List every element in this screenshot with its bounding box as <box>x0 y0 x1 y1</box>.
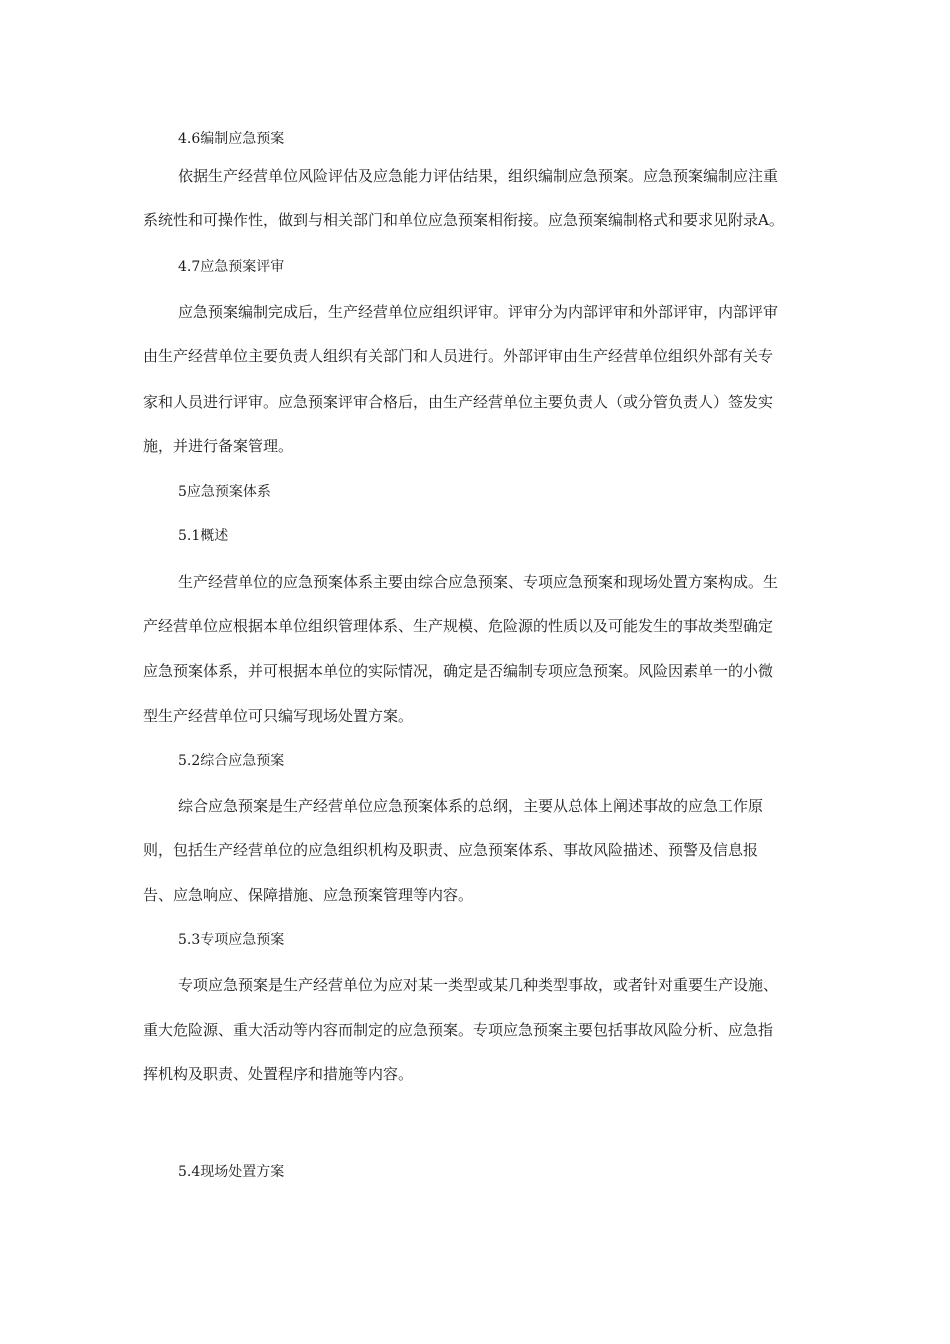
paragraph-line: 型生产经营单位可只编写现场处置方案。 <box>143 707 414 725</box>
section-heading-4-7: 4.7应急预案评审 <box>178 259 285 275</box>
paragraph-line: 应急预案体系，并可根据本单位的实际情况，确定是否编制专项应急预案。风险因素单一的小微 <box>143 662 774 680</box>
section-heading-5-2: 5.2综合应急预案 <box>178 753 285 769</box>
section-heading-4-6: 4.6编制应急预案 <box>178 131 285 147</box>
paragraph-line: 生产经营单位的应急预案体系主要由综合应急预案、专项应急预案和现场处置方案构成。生 <box>178 573 779 591</box>
section-heading-5-4: 5.4现场处置方案 <box>178 1164 285 1180</box>
paragraph-line: 专项应急预案是生产经营单位为应对某一类型或某几种类型事故，或者针对重要生产设施、 <box>178 976 779 994</box>
paragraph-line: 重大危险源、重大活动等内容而制定的应急预案。专项应急预案主要包括事故风险分析、应急指 <box>143 1021 774 1039</box>
paragraph-line: 家和人员进行评审。应急预案评审合格后，由生产经营单位主要负责人（或分管负责人）签发实 <box>143 393 774 411</box>
paragraph-line: 挥机构及职责、处置程序和措施等内容。 <box>143 1065 414 1083</box>
paragraph-line: 应急预案编制完成后，生产经营单位应组织评审。评审分为内部评审和外部评审，内部评审 <box>178 303 779 321</box>
paragraph-line: 依据生产经营单位风险评估及应急能力评估结果，组织编制应急预案。应急预案编制应注重 <box>178 167 779 185</box>
paragraph-line: 系统性和可操作性，做到与相关部门和单位应急预案相衔接。应急预案编制格式和要求见附录A。 <box>143 211 784 229</box>
paragraph-line: 告、应急响应、保障措施、应急预案管理等内容。 <box>143 886 474 904</box>
paragraph-line: 施，并进行备案管理。 <box>143 437 294 455</box>
section-heading-5-1: 5.1概述 <box>178 528 229 544</box>
paragraph-line: 则，包括生产经营单位的应急组织机构及职责、应急预案体系、事故风险描述、预警及信息报 <box>143 841 759 859</box>
section-heading-5: 5应急预案体系 <box>178 484 271 500</box>
paragraph-line: 由生产经营单位主要负责人组织有关部门和人员进行。外部评审由生产经营单位组织外部有关专 <box>143 347 774 365</box>
paragraph-line: 产经营单位应根据本单位组织管理体系、生产规模、危险源的性质以及可能发生的事故类型确定 <box>143 617 774 635</box>
paragraph-line: 综合应急预案是生产经营单位应急预案体系的总纲，主要从总体上阐述事故的应急工作原 <box>178 797 764 815</box>
section-heading-5-3: 5.3专项应急预案 <box>178 932 285 948</box>
